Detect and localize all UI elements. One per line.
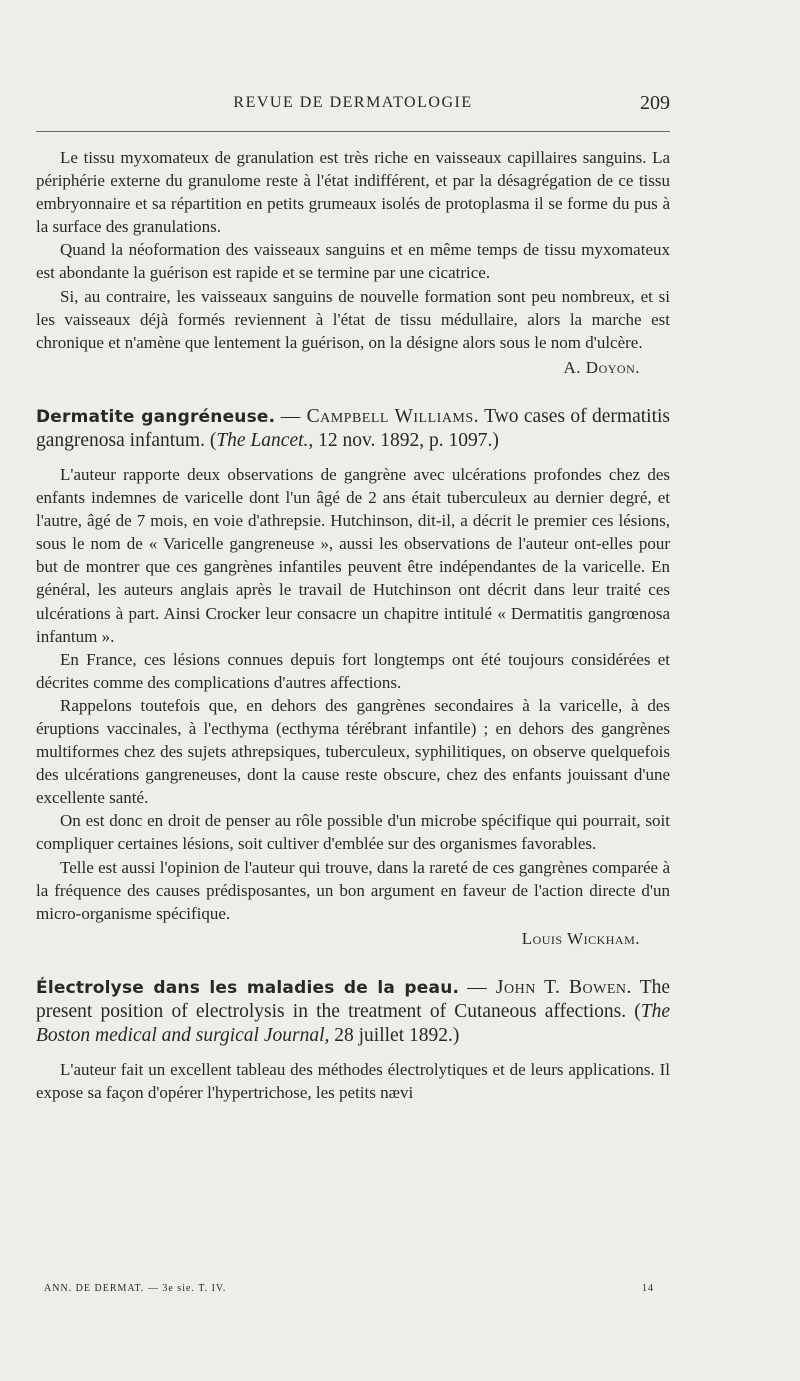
paragraph: L'auteur rapporte deux observations de gangrène avec ulcérations profondes chez des enfants indemnes de varicelle dont l'un âgé de 2 ans était tuberculeux au dernier degré, et l'autre, âgé de 7 mois, en voie d'athrepsie. Hutchinson, dit-il, a décrit le premier ces lésions, sous le nom de « Varicelle gangreneuse », aussi les observations de l'auteur ont-elles pour but de montrer que ces gangrènes infantiles peuvent être indépendantes de la varicelle. En général, les auteurs anglais après le travail de Hutchinson ont décrit dans leur traité ces ulcérations à part. Ainsi Crocker leur consacre un chapitre intitulé « Dermatitis gangrœnosa infantum ». <box>36 464 670 646</box>
paragraph: Quand la néoformation des vaisseaux sanguins et en même temps de tissu myxomateux est abondante la guérison est rapide et se termine par une cicatrice. <box>36 240 670 283</box>
review-author: — Campbell Williams. <box>280 405 480 427</box>
header-rule <box>36 131 670 132</box>
signature: A. Doyon. <box>563 357 640 377</box>
paragraph: En France, ces lésions connues depuis fort longtemps ont été toujours considérées et décrites comme des complications d'autres affections. <box>36 649 670 692</box>
paragraph: L'auteur fait un excellent tableau des méthodes électrolytiques et de leurs applications. Il expose sa façon d'opérer l'hypertrichose, les petits nævi <box>36 1059 670 1102</box>
signature: Louis Wickham. <box>521 928 640 948</box>
review-heading <box>36 976 670 1048</box>
review-heading <box>36 405 670 453</box>
paragraph: Rappelons toutefois que, en dehors des gangrènes secondaires à la varicelle, à des éruptions vaccinales, à l'ecthyma (ecthyma térébrant infantile) ; en dehors des gangrènes multiformes chez des sujets athrepsiques, tuberculeux, syphilitiques, on observe quelquefois des ulcérations gangreneuses, dont la cause reste obscure, chez des enfants jouissant d'une excellente santé. <box>36 695 670 808</box>
running-head <box>36 92 670 118</box>
citation-tail: 28 juillet 1892.) <box>329 1024 460 1046</box>
article-body <box>36 146 670 1104</box>
page-number: 209 <box>640 92 670 114</box>
footer-sheet-number: 14 <box>642 1283 654 1294</box>
footer-signature-mark: ANN. DE DERMAT. — 3e sie. T. IV. <box>44 1283 227 1294</box>
citation: Two cases of dermatitis gangrenosa infantum. ( <box>36 405 670 451</box>
paragraph: Le tissu myxomateux de granulation est très riche en vaisseaux capillaires sanguins. La périphérie externe du granulome reste à l'état indifférent, et par la désagrégation de ce tissu embryonnaire et sa répartition en petits grumeaux isolés de protoplasma il se forme du pus à la surface des granulations. <box>36 148 670 237</box>
citation: The present position of electrolysis in the treatment of Cutaneous affections. ( <box>36 976 671 1022</box>
journal-title: REVUE DE DERMATOLOGIE <box>233 94 473 111</box>
paragraph: Si, au contraire, les vaisseaux sanguins de nouvelle formation sont peu nombreux, et si les vaisseaux déjà formés reviennent à l'état de tissu médullaire, alors la marche est chronique et n'amène que lentement la guérison, on la désigne alors sous le nom d'ulcère. <box>36 286 670 352</box>
footer <box>44 1283 664 1294</box>
journal-name: The Boston medical and surgical Journal, <box>36 1000 670 1046</box>
review-author: — John T. Bowen. <box>467 976 632 998</box>
review-title: Électrolyse dans les maladies de la peau. <box>36 977 460 998</box>
paragraph: On est donc en droit de penser au rôle possible d'un microbe spécifique qui pourrait, soit compliquer certaines lésions, soit cultiver d'emblée sur des organismes favorables. <box>36 811 670 854</box>
journal-name: The Lancet. <box>216 429 309 451</box>
citation-tail: , 12 nov. 1892, p. 1097.) <box>308 429 499 451</box>
paragraph: Telle est aussi l'opinion de l'auteur qui trouve, dans la rareté de ces gangrènes comparée à la fréquence des causes prédisposantes, un bon argument en faveur de l'action directe d'un micro-organisme spécifique. <box>36 857 670 923</box>
review-title: Dermatite gangréneuse. <box>36 406 276 427</box>
